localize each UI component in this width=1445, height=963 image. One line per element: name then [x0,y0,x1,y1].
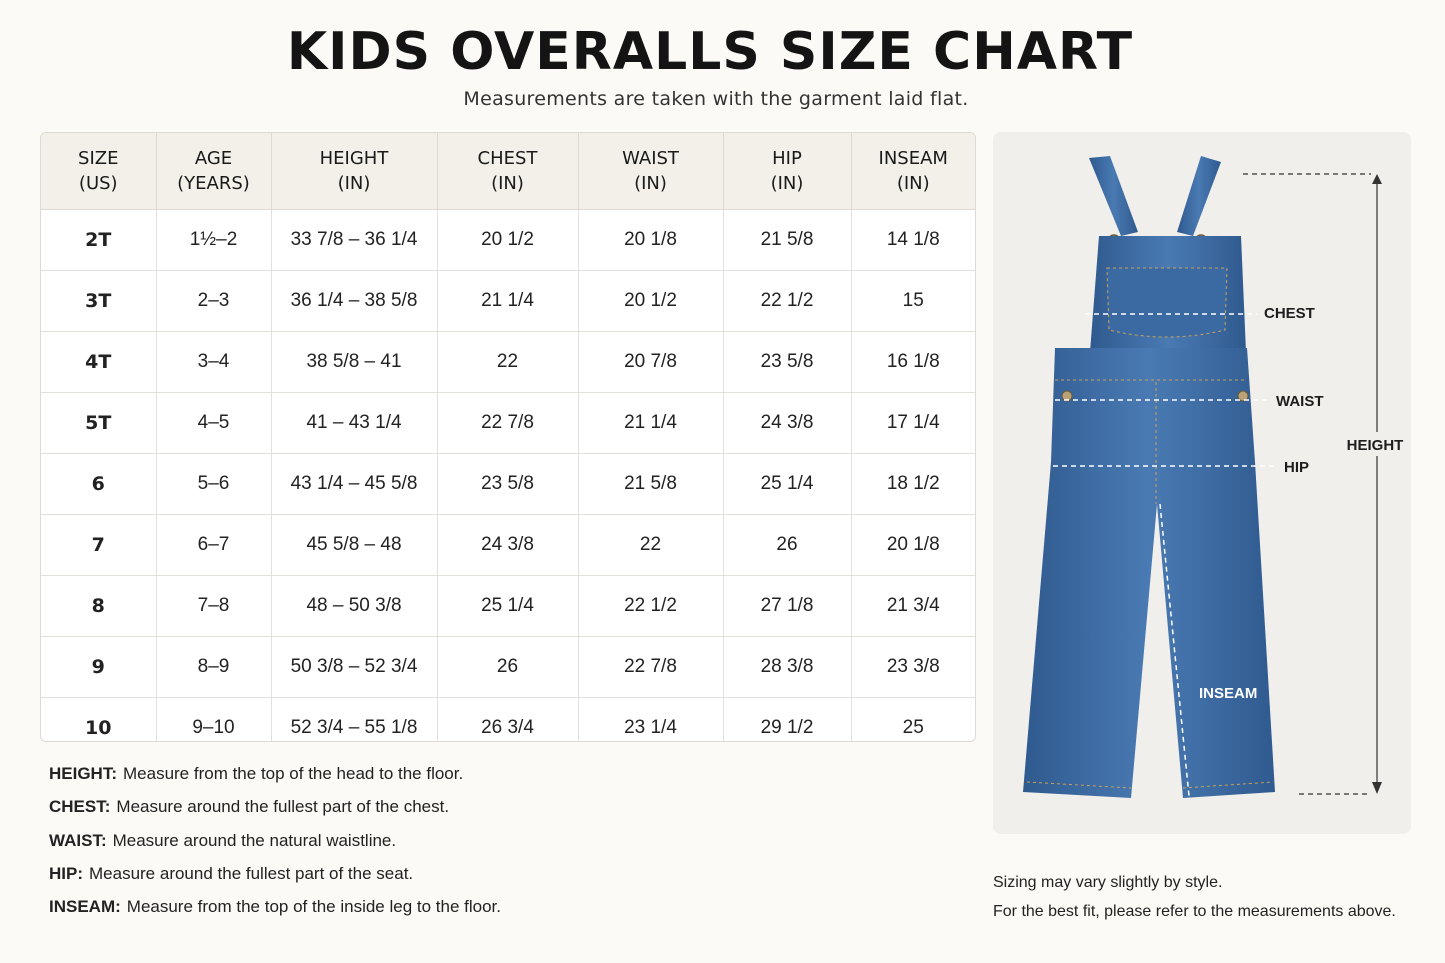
overalls-diagram [993,132,1411,834]
column-header-unit: (IN) [634,173,667,194]
table-cell: 2–3 [156,271,271,332]
column-header-title: AGE [194,148,233,169]
table-cell: 16 1/8 [851,332,975,393]
table-cell: 21 3/4 [851,576,975,637]
note-text: Measure around the fullest part of the chest. [116,797,450,817]
note-item [49,762,949,795]
table-header-row [41,133,975,210]
table-cell: 20 1/2 [437,210,578,271]
note-item [49,895,949,928]
column-header-unit: (IN) [770,173,804,194]
table-cell: 21 1/4 [437,271,578,332]
column-header [437,133,578,210]
table-cell: 22 1/2 [578,576,723,637]
left-strap [1089,156,1138,236]
column-header-unit: (YEARS) [177,173,250,194]
footer-line-2: For the best fit, please refer to the measurements above. [993,903,1396,920]
table-cell: 26 [437,637,578,698]
size-cell: 10 [41,698,156,743]
table-cell: 20 1/8 [851,515,975,576]
note-term: HIP: [49,863,83,883]
table-cell: 21 1/4 [578,393,723,454]
table-row [41,210,975,271]
table-cell: 1½–2 [156,210,271,271]
table-cell: 7–8 [156,576,271,637]
table-cell: 23 5/8 [437,454,578,515]
table-cell: 43 1/4 – 45 5/8 [271,454,437,515]
table-cell: 48 – 50 3/8 [271,576,437,637]
table-cell: 20 7/8 [578,332,723,393]
measurement-notes [49,762,949,928]
height-arrow-down-icon [1372,782,1382,794]
table-cell: 25 1/4 [723,454,851,515]
table-cell: 20 1/8 [578,210,723,271]
note-term: CHEST: [49,797,111,817]
size-cell: 5T [41,393,156,454]
table-cell: 20 1/2 [578,271,723,332]
table-cell: 22 1/2 [723,271,851,332]
note-text: Measure from the top of the head to the floor. [123,764,464,783]
column-header-title: CHEST [477,148,538,169]
column-header-title: INSEAM [878,148,948,169]
note-text: Measure around the natural waistline. [112,830,397,850]
table-row [41,637,975,698]
table-cell: 50 3/8 – 52 3/4 [271,637,437,698]
column-header-unit: (IN) [337,173,371,194]
right-strap [1177,156,1221,236]
table-cell: 22 7/8 [578,637,723,698]
table-cell: 24 3/8 [437,515,578,576]
table-row [41,332,975,393]
table-cell: 23 5/8 [723,332,851,393]
overalls-body [1023,348,1275,798]
size-table-container [40,132,976,742]
column-header [156,133,271,210]
height-label: HEIGHT [1346,437,1404,454]
table-cell: 9–10 [156,698,271,743]
table-row [41,393,975,454]
waist-label: WAIST [1276,393,1324,410]
table-cell: 17 1/4 [851,393,975,454]
column-header [41,133,156,210]
column-header-title: WAIST [622,148,679,169]
size-cell: 9 [41,637,156,698]
column-header-title: SIZE [78,148,119,169]
hip-label: HIP [1284,459,1310,476]
table-cell: 38 5/8 – 41 [271,332,437,393]
note-term: INSEAM: [49,897,121,917]
size-cell: 4T [41,332,156,393]
table-cell: 4–5 [156,393,271,454]
table-cell: 26 [723,515,851,576]
table-cell: 3–4 [156,332,271,393]
table-cell: 18 1/2 [851,454,975,515]
column-header [578,133,723,210]
table-cell: 22 [578,515,723,576]
table-cell: 33 7/8 – 36 1/4 [271,210,437,271]
column-header-unit: (US) [78,173,118,194]
chest-label: CHEST [1264,305,1315,322]
note-text: Measure around the fullest part of the seat. [89,863,414,883]
table-row [41,454,975,515]
table-body [41,210,975,743]
size-cell: 6 [41,454,156,515]
column-header [851,133,975,210]
note-text: Measure from the top of the inside leg to the floor. [126,897,501,917]
table-cell: 36 1/4 – 38 5/8 [271,271,437,332]
column-header-title: HEIGHT [319,148,389,169]
table-cell: 25 [902,717,924,738]
note-item [49,795,949,828]
table-cell: 15 [851,271,975,332]
table-cell: 25 1/4 [437,576,578,637]
table-cell: 22 7/8 [437,393,578,454]
table-row [41,576,975,637]
size-cell: 2T [41,210,156,271]
table-cell: 28 3/8 [723,637,851,698]
table-cell: 24 3/8 [723,393,851,454]
table-cell: 22 [437,332,578,393]
table-cell: 21 5/8 [578,454,723,515]
note-item [49,862,949,895]
table-cell: 41 – 43 1/4 [271,393,437,454]
table-row [41,271,975,332]
height-arrow-up-icon [1372,174,1382,184]
table-cell: 29 1/2 [723,698,851,743]
page-title: KIDS OVERALLS SIZE CHART [286,22,1134,82]
column-header-unit: (IN) [491,173,524,194]
column-header-unit: (IN) [896,173,930,194]
note-term: WAIST: [49,830,107,850]
page-subtitle: Measurements are taken with the garment laid flat. [463,88,969,110]
table-cell: 6–7 [156,515,271,576]
table-cell: 45 5/8 – 48 [271,515,437,576]
size-cell: 3T [41,271,156,332]
size-cell: 8 [41,576,156,637]
note-item [49,829,949,862]
table-row [41,515,975,576]
table-cell: 52 3/4 – 55 1/8 [271,698,437,743]
column-header [723,133,851,210]
column-header-title: HIP [772,148,802,169]
bib-pocket [1107,268,1227,337]
note-term: HEIGHT: [49,764,117,783]
table-cell: 8–9 [156,637,271,698]
footer-notes [993,868,1423,926]
table-cell: 23 1/4 [578,698,723,743]
overalls-illustration [993,132,1411,834]
size-table [41,133,975,742]
table-cell: 27 1/8 [723,576,851,637]
table-cell: 5–6 [156,454,271,515]
column-header [271,133,437,210]
table-cell: 23 3/8 [851,637,975,698]
table-cell: 21 5/8 [723,210,851,271]
inseam-label: INSEAM [1199,685,1258,702]
table-row [41,698,975,743]
footer-line-1: Sizing may vary slightly by style. [993,874,1223,891]
table-cell: 26 3/4 [437,698,578,743]
size-cell: 7 [41,515,156,576]
table-cell: 14 1/8 [851,210,975,271]
